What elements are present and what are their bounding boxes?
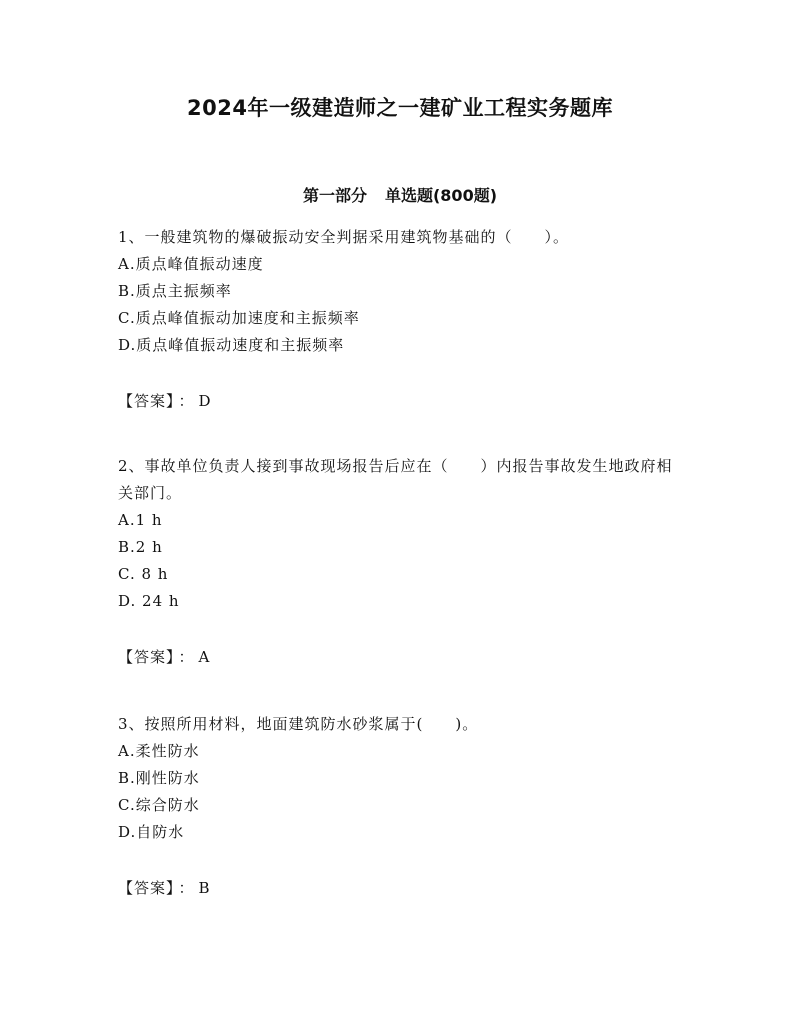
answer-value: A xyxy=(198,648,211,666)
answer-line xyxy=(118,388,678,415)
section-part: 第一部分 xyxy=(302,186,367,205)
option-d: D.自防水 xyxy=(118,823,185,841)
option-b: B.质点主振频率 xyxy=(118,282,232,300)
answer-label: 【答案】 xyxy=(118,879,175,897)
question-text: 3、按照所用材料，地面建筑防水砂浆属于( )。 xyxy=(118,715,479,733)
question-1 xyxy=(118,224,678,415)
question-text: 2、事故单位负责人接到事故现场报告后应在（ ）内报告事故发生地政府相关部门。 xyxy=(118,457,673,502)
answer-value: D xyxy=(198,392,212,410)
answer-separator: ： xyxy=(178,392,195,410)
answer-separator: ： xyxy=(178,879,195,897)
option-a: A.1 h xyxy=(118,511,163,529)
option-c: C.质点峰值振动加速度和主振频率 xyxy=(118,309,360,327)
question-3 xyxy=(118,711,678,902)
option-d: D.质点峰值振动速度和主振频率 xyxy=(118,336,345,354)
question-2 xyxy=(118,453,678,671)
section-heading xyxy=(0,183,800,206)
answer-label: 【答案】 xyxy=(118,648,175,666)
option-b: B.刚性防水 xyxy=(118,769,200,787)
option-c: C. 8 h xyxy=(118,565,169,583)
question-text: 1、一般建筑物的爆破振动安全判据采用建筑物基础的（ ）。 xyxy=(118,228,570,246)
document-title: 2024年一级建造师之一建矿业工程实务题库 xyxy=(187,96,613,120)
answer-value: B xyxy=(198,879,211,897)
answer-separator: ： xyxy=(178,648,195,666)
option-a: A.柔性防水 xyxy=(118,742,200,760)
option-c: C.综合防水 xyxy=(118,796,200,814)
answer-line xyxy=(118,644,678,671)
answer-label: 【答案】 xyxy=(118,392,175,410)
option-b: B.2 h xyxy=(118,538,163,556)
answer-line xyxy=(118,875,678,902)
option-d: D. 24 h xyxy=(118,592,180,610)
section-type: 单选题(800题) xyxy=(384,186,498,205)
option-a: A.质点峰值振动速度 xyxy=(118,255,264,273)
